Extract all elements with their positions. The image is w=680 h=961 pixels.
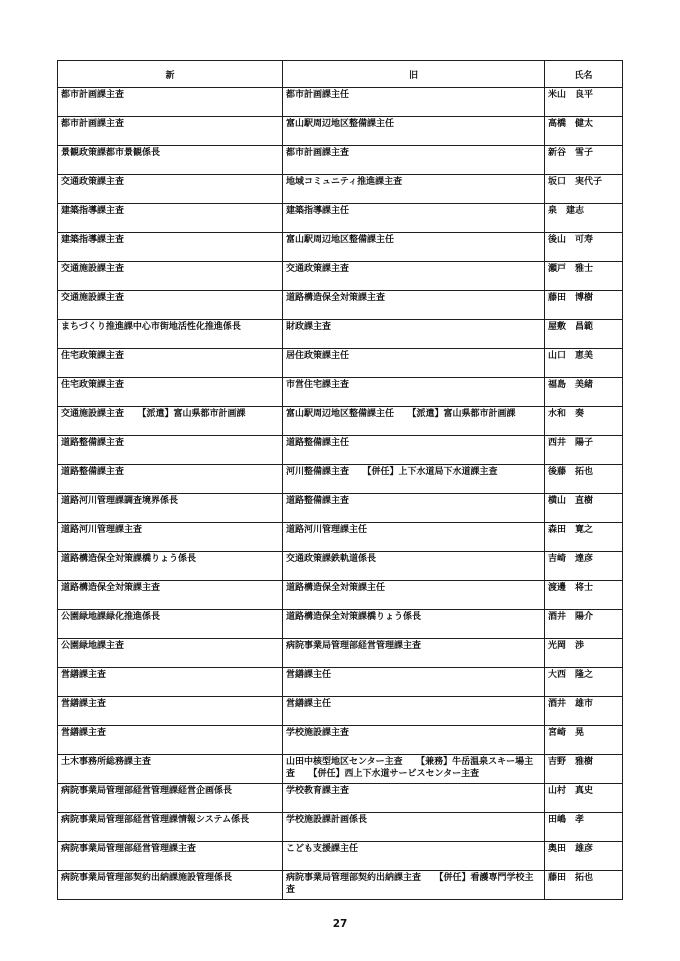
cell-new: 住宅政策課主査 — [58, 378, 283, 407]
cell-new: 都市計画課主査 — [58, 88, 283, 117]
cell-name: 水和 奏 — [545, 407, 623, 436]
table-row — [58, 204, 623, 233]
cell-name: 光岡 渉 — [545, 639, 623, 668]
table-row — [58, 146, 623, 175]
cell-new: 公園緑地課緑化推進係長 — [58, 610, 283, 639]
table-row — [58, 755, 623, 784]
table-row — [58, 523, 623, 552]
cell-old: 富山駅周辺地区整備課主任 — [283, 117, 545, 146]
cell-name: 奥田 雄彦 — [545, 842, 623, 871]
cell-name: 後山 可寿 — [545, 233, 623, 262]
table-row — [58, 349, 623, 378]
cell-new: 道路河川管理課調査境界係長 — [58, 494, 283, 523]
cell-new: 病院事業局管理部経営管理課経営企画係長 — [58, 784, 283, 813]
column-header-name: 氏名 — [545, 61, 623, 88]
cell-old: 交通政策課鉄軌道係長 — [283, 552, 545, 581]
cell-name: 森田 寛之 — [545, 523, 623, 552]
cell-name: 宮崎 晃 — [545, 726, 623, 755]
cell-new: 道路整備課主査 — [58, 465, 283, 494]
table-row — [58, 552, 623, 581]
cell-name: 山口 恵美 — [545, 349, 623, 378]
table-row — [58, 378, 623, 407]
cell-new: 営繕課主査 — [58, 697, 283, 726]
table-row — [58, 465, 623, 494]
table-row — [58, 668, 623, 697]
cell-old: 居住政策課主任 — [283, 349, 545, 378]
cell-new: まちづくり推進課中心市街地活性化推進係長 — [58, 320, 283, 349]
table-row — [58, 436, 623, 465]
table-row — [58, 88, 623, 117]
cell-old: 営繕課主任 — [283, 668, 545, 697]
cell-new: 都市計画課主査 — [58, 117, 283, 146]
cell-name: 渡邊 将士 — [545, 581, 623, 610]
cell-old: 学校施設課主査 — [283, 726, 545, 755]
cell-name: 坂口 実代子 — [545, 175, 623, 204]
cell-old: 地域コミュニティ推進課主査 — [283, 175, 545, 204]
cell-old: 富山駅周辺地区整備課主任 — [283, 233, 545, 262]
table-row — [58, 262, 623, 291]
cell-name: 米山 良平 — [545, 88, 623, 117]
cell-new: 道路河川管理課主査 — [58, 523, 283, 552]
cell-name: 新谷 雪子 — [545, 146, 623, 175]
cell-old: 道路構造保全対策課橋りょう係長 — [283, 610, 545, 639]
cell-name: 大西 隆之 — [545, 668, 623, 697]
cell-name: 屋敷 昌範 — [545, 320, 623, 349]
table-header — [58, 61, 623, 88]
cell-name: 酒井 陽介 — [545, 610, 623, 639]
cell-new: 交通施設課主査 — [58, 262, 283, 291]
table-row — [58, 320, 623, 349]
table-row — [58, 494, 623, 523]
cell-old: 道路整備課主査 — [283, 494, 545, 523]
cell-name: 吉野 雅樹 — [545, 755, 623, 784]
cell-name: 酒井 雄市 — [545, 697, 623, 726]
cell-new: 営繕課主査 — [58, 726, 283, 755]
cell-new: 景観政策課都市景観係長 — [58, 146, 283, 175]
cell-name: 横山 直樹 — [545, 494, 623, 523]
table-row — [58, 726, 623, 755]
cell-old: 財政課主査 — [283, 320, 545, 349]
cell-new: 営繕課主査 — [58, 668, 283, 697]
table-row — [58, 291, 623, 320]
cell-new: 住宅政策課主査 — [58, 349, 283, 378]
cell-old: 病院事業局管理部経営管理課主査 — [283, 639, 545, 668]
cell-old: 河川整備課主査 【併任】上下水道局下水道課主査 — [283, 465, 545, 494]
table-row — [58, 871, 623, 900]
column-header-old: 旧 — [283, 61, 545, 88]
cell-old: 市営住宅課主査 — [283, 378, 545, 407]
page-number: 27 — [332, 918, 348, 930]
cell-new: 交通施設課主査 【派遣】富山県都市計画課 — [58, 407, 283, 436]
cell-old: 富山駅周辺地区整備課主任 【派遣】富山県都市計画課 — [283, 407, 545, 436]
cell-new: 公園緑地課主査 — [58, 639, 283, 668]
cell-name: 西井 陽子 — [545, 436, 623, 465]
cell-old: 学校施設課計画係長 — [283, 813, 545, 842]
cell-name: 後藤 拓也 — [545, 465, 623, 494]
cell-old: 道路整備課主任 — [283, 436, 545, 465]
table-row — [58, 697, 623, 726]
cell-old: 道路構造保全対策課主任 — [283, 581, 545, 610]
cell-name: 泉 建志 — [545, 204, 623, 233]
cell-new: 道路構造保全対策課橋りょう係長 — [58, 552, 283, 581]
cell-name: 吉崎 達彦 — [545, 552, 623, 581]
cell-new: 病院事業局管理部経営管理課主査 — [58, 842, 283, 871]
cell-old: こども支援課主任 — [283, 842, 545, 871]
cell-old: 道路構造保全対策課主査 — [283, 291, 545, 320]
table-row — [58, 639, 623, 668]
cell-name: 高橋 健太 — [545, 117, 623, 146]
header-row — [58, 61, 623, 88]
cell-old: 道路河川管理課主任 — [283, 523, 545, 552]
cell-name: 瀬戸 雅士 — [545, 262, 623, 291]
cell-old: 病院事業局管理部契約出納課主査 【併任】看護専門学校主査 — [283, 871, 545, 900]
cell-new: 交通政策課主査 — [58, 175, 283, 204]
cell-old: 山田中核型地区センター主査 【兼務】牛岳温泉スキー場主査 【併任】西上下水道サービスセンター主査 — [283, 755, 545, 784]
cell-name: 藤田 博樹 — [545, 291, 623, 320]
table-row — [58, 610, 623, 639]
cell-old: 都市計画課主査 — [283, 146, 545, 175]
cell-old: 交通政策課主査 — [283, 262, 545, 291]
cell-name: 山村 真史 — [545, 784, 623, 813]
cell-new: 土木事務所総務課主査 — [58, 755, 283, 784]
cell-new: 病院事業局管理部経営管理課情報システム係長 — [58, 813, 283, 842]
cell-old: 都市計画課主任 — [283, 88, 545, 117]
table-row — [58, 175, 623, 204]
cell-old: 学校教育課主査 — [283, 784, 545, 813]
cell-new: 道路整備課主査 — [58, 436, 283, 465]
cell-old: 建築指導課主任 — [283, 204, 545, 233]
cell-new: 病院事業局管理部契約出納課施設管理係長 — [58, 871, 283, 900]
column-header-new: 新 — [58, 61, 283, 88]
cell-name: 福島 美緒 — [545, 378, 623, 407]
table-row — [58, 581, 623, 610]
table-row — [58, 233, 623, 262]
cell-new: 交通施設課主査 — [58, 291, 283, 320]
table-row — [58, 813, 623, 842]
table-row — [58, 842, 623, 871]
table-row — [58, 784, 623, 813]
cell-new: 道路構造保全対策課主査 — [58, 581, 283, 610]
cell-old: 営繕課主任 — [283, 697, 545, 726]
table-row — [58, 117, 623, 146]
table-body — [58, 88, 623, 900]
cell-name: 藤田 拓也 — [545, 871, 623, 900]
cell-new: 建築指導課主査 — [58, 233, 283, 262]
cell-new: 建築指導課主査 — [58, 204, 283, 233]
cell-name: 田嶋 孝 — [545, 813, 623, 842]
table-row — [58, 407, 623, 436]
personnel-change-table — [57, 60, 623, 900]
